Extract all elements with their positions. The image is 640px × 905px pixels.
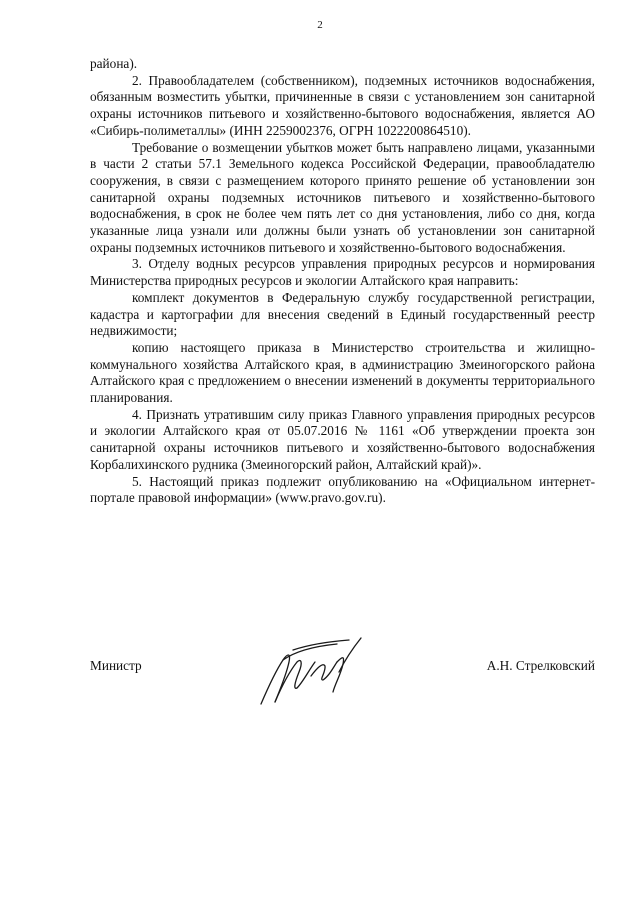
document-body	[90, 56, 595, 507]
paragraph-item-5: 5. Настоящий приказ подлежит опубликованию на «Официальном интернет-портале правовой информации» (www.pravo.gov.ru).	[90, 473, 595, 506]
paragraph-item-3-copy: копию настоящего приказа в Министерство строительства и жилищно-коммунального хозяйства Алтайского края, в администрацию Змеиногорского района Алтайского края с предложением о внесении изменений в документы территориального планирования.	[90, 339, 595, 406]
signer-title: Министр	[90, 658, 142, 673]
paragraph-item-3: 3. Отделу водных ресурсов управления природных ресурсов и нормирования Министерства природных ресурсов и экологии Алтайского края направить:	[90, 256, 595, 289]
paragraph-continuation: района).	[90, 56, 138, 71]
signature-icon	[253, 632, 368, 712]
signature-block	[90, 632, 595, 712]
paragraph-item-2: 2. Правообладателем (собственником), подземных источников водоснабжения, обязанным возместить убытки, причиненные в связи с установлением зон санитарной охраны источников питьевого и хозяйственно-бытового водоснабжения, является АО «Сибирь-полиметаллы» (ИНН 2259002376, ОГРН 1022200864510).	[90, 72, 595, 138]
paragraph-item-3-registry: комплект документов в Федеральную службу государственной регистрации, кадастра и картографии для внесения сведений в Единый государственный реестр недвижимости;	[90, 289, 595, 339]
page-number: 2	[317, 19, 323, 31]
paragraph-item-4: 4. Признать утратившим силу приказ Главного управления природных ресурсов и экологии Алтайского края от 05.07.2016 № 1161 «Об утверждении проекта зон санитарной охраны источников питьевого и хозяйственно-бытового водоснабжения Корбалихинского рудника (Змеиногорский район, Алтайский край)».	[90, 406, 595, 472]
signer-name: А.Н. Стрелковский	[486, 658, 595, 673]
paragraph-compensation-claim: Требование о возмещении убытков может быть направлено лицами, указанными в части 2 статьи 57.1 Земельного кодекса Российской Федерации, правообладателю сооружения, в связи с размещением которого принято решение об установлении зон санитарной охраны подземных источников питьевого и хозяйственно-бытового водоснабжения, в срок не более чем пять лет со дня установления, либо со дня, когда указанные лица узнали или должны были узнать об установлении зон санитарной охраны подземных источников питьевого и хозяйственно-бытового водоснабжения.	[90, 139, 595, 255]
